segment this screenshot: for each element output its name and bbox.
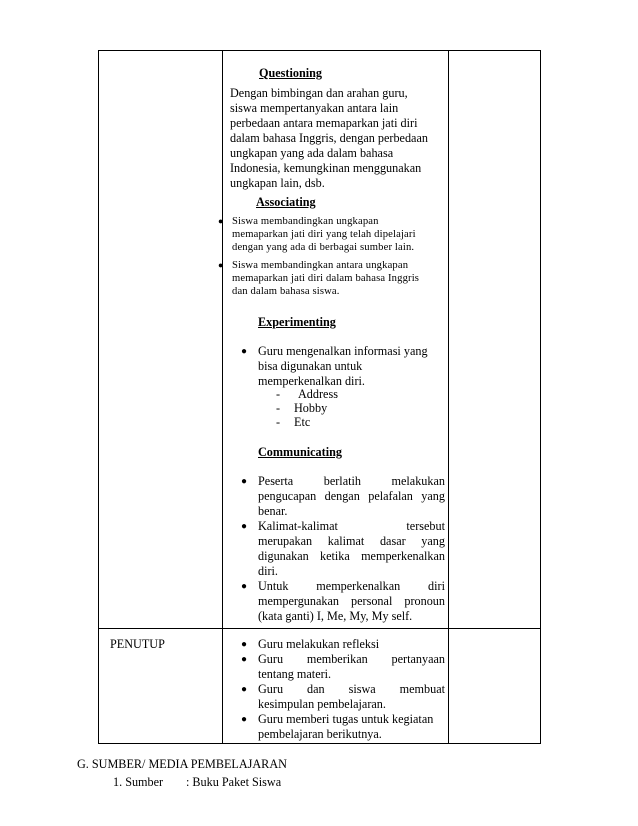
bullet-icon: ● bbox=[218, 216, 224, 226]
associating-heading: Associating bbox=[256, 195, 316, 209]
dash-marker: - bbox=[276, 401, 281, 415]
communicating-line: Untuk memperkenalkan diri bbox=[258, 579, 445, 593]
bullet-icon: ● bbox=[241, 476, 248, 487]
questioning-line: ungkapan yang ada dalam bahasa bbox=[230, 146, 394, 160]
bullet-icon: ● bbox=[241, 714, 248, 725]
bullet-icon: ● bbox=[241, 521, 248, 532]
bullet-icon: ● bbox=[218, 260, 224, 270]
bullet-icon: ● bbox=[241, 346, 248, 357]
associating-line: dengan yang ada di berbagai sumber lain. bbox=[232, 242, 415, 253]
experimenting-sub-item: Hobby bbox=[294, 401, 328, 415]
closing-line: Guru memberi tugas untuk kegiatan bbox=[258, 712, 434, 726]
questioning-line: Indonesia, kemungkinan menggunakan bbox=[230, 161, 422, 175]
questioning-line: perbedaan antara memaparkan jati diri bbox=[230, 116, 418, 130]
closing-line: Guru melakukan refleksi bbox=[258, 637, 380, 651]
closing-line: tentang materi. bbox=[258, 667, 332, 681]
associating-line: Siswa membandingkan ungkapan bbox=[232, 216, 379, 227]
experimenting-line: bisa digunakan untuk bbox=[258, 359, 363, 373]
source-value: : Buku Paket Siswa bbox=[186, 775, 282, 789]
associating-line: memaparkan jati diri dalam bahasa Inggris bbox=[232, 273, 420, 284]
associating-line: memaparkan jati diri yang telah dipelajari bbox=[232, 229, 416, 240]
closing-line: kesimpulan pembelajaran. bbox=[258, 697, 386, 711]
experimenting-sub-item: Address bbox=[298, 387, 338, 401]
column-divider-2 bbox=[448, 50, 449, 744]
table-bottom-border bbox=[98, 743, 541, 744]
closing-line: pembelajaran berikutnya. bbox=[258, 727, 382, 741]
associating-line: dan dalam bahasa siswa. bbox=[232, 286, 340, 297]
associating-line: Siswa membandingkan antara ungkapan bbox=[232, 260, 409, 271]
bullet-icon: ● bbox=[241, 581, 248, 592]
experimenting-heading: Experimenting bbox=[258, 315, 336, 329]
communicating-line: diri. bbox=[258, 564, 278, 578]
experimenting-sub-item: Etc bbox=[294, 415, 311, 429]
table-right-border bbox=[540, 50, 541, 744]
table-left-border bbox=[98, 50, 99, 744]
closing-row-label: PENUTUP bbox=[110, 637, 165, 651]
communicating-line: digunakan ketika memperkenalkan bbox=[258, 549, 445, 563]
closing-line: Guru dan siswa membuat bbox=[258, 682, 445, 696]
questioning-line: Dengan bimbingan dan arahan guru, bbox=[230, 86, 408, 100]
row-divider bbox=[98, 628, 541, 629]
communicating-line: merupakan kalimat dasar yang bbox=[258, 534, 445, 548]
communicating-line: (kata ganti) I, Me, My, My self. bbox=[258, 609, 413, 623]
section-g-title: G. SUMBER/ MEDIA PEMBELAJARAN bbox=[77, 757, 287, 771]
table-top-border bbox=[98, 50, 541, 51]
questioning-heading: Questioning bbox=[259, 66, 322, 80]
communicating-line: Kalimat-kalimat tersebut bbox=[258, 519, 445, 533]
questioning-line: siswa mempertanyakan antara lain bbox=[230, 101, 399, 115]
communicating-line: benar. bbox=[258, 504, 288, 518]
dash-marker: - bbox=[276, 387, 281, 401]
bullet-icon: ● bbox=[241, 639, 248, 650]
communicating-line: pengucapan dengan pelafalan yang bbox=[258, 489, 445, 503]
bullet-icon: ● bbox=[241, 654, 248, 665]
closing-line: Guru memberikan pertanyaan bbox=[258, 652, 445, 666]
bullet-icon: ● bbox=[241, 684, 248, 695]
source-label: 1. Sumber bbox=[113, 775, 164, 789]
questioning-line: ungkapan lain, dsb. bbox=[230, 176, 325, 190]
dash-marker: - bbox=[276, 415, 281, 429]
communicating-heading: Communicating bbox=[258, 445, 342, 459]
experimenting-line: memperkenalkan diri. bbox=[258, 374, 365, 388]
questioning-line: dalam bahasa Inggris, dengan perbedaan bbox=[230, 131, 428, 145]
experimenting-line: Guru mengenalkan informasi yang bbox=[258, 344, 428, 358]
communicating-line: Peserta berlatih melakukan bbox=[258, 474, 445, 488]
communicating-line: mempergunakan personal pronoun bbox=[258, 594, 445, 608]
column-divider-1 bbox=[222, 50, 223, 744]
